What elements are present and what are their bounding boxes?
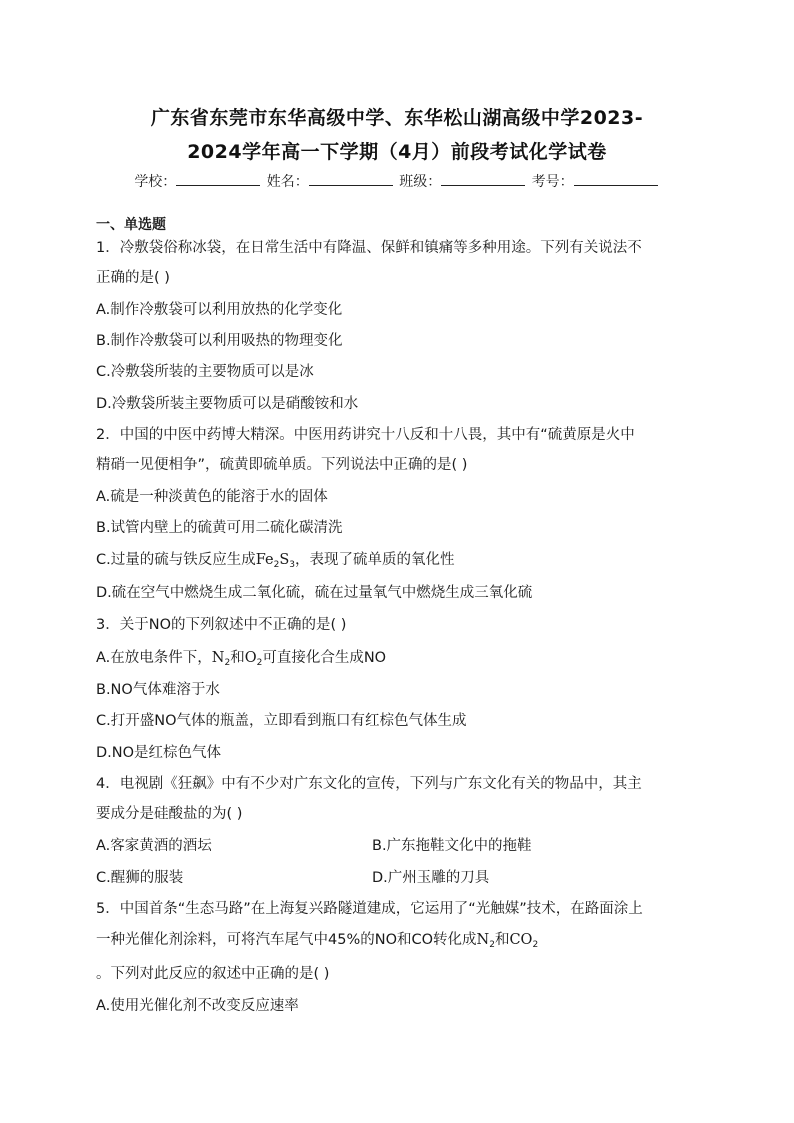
q3-option-b: B.NO气体难溶于水: [96, 682, 220, 698]
class-blank[interactable]: [441, 172, 525, 186]
name-label: 姓名：: [266, 174, 309, 190]
q5-formula-co: CO: [509, 932, 533, 948]
q2-option-c-suffix: ，表现了硫单质的氧化性: [295, 552, 455, 568]
q5-stem-line-1: 5．中国首条“生态马路”在上海复兴路隧道建成，它运用了“光触媒”技术，在路面涂上: [96, 901, 643, 917]
q4-option-c: C.醒狮的服装: [96, 870, 184, 886]
q4-option-d: D.广州玉雕的刀具: [372, 870, 490, 886]
q1-option-a: A.制作冷敷袋可以利用放热的化学变化: [96, 302, 343, 318]
q1-stem-line-2: 正确的是( ): [96, 270, 170, 286]
exam-title-line-2: 2024学年高一下学期（4月）前段考试化学试卷: [187, 141, 607, 163]
q4-stem-line-2: 要成分是硅酸盐的为( ): [96, 806, 243, 822]
q3-formula-n-sub: 2: [224, 658, 231, 668]
q1-stem-line-1: 1．冷敷袋俗称冰袋，在日常生活中有降温、保鲜和镇痛等多种用途。下列有关说法不: [96, 240, 642, 256]
q3-and: 和: [230, 650, 245, 666]
q5-stem-line-2-text: 一种光催化剂涂料，可将汽车尾气中45%的NO和CO转化成: [96, 932, 477, 948]
name-blank[interactable]: [309, 172, 393, 186]
q2-option-b: B.试管内壁上的硫黄可用二硫化碳清洗: [96, 520, 343, 536]
q3-stem: 3．关于NO的下列叙述中不正确的是( ): [96, 617, 347, 633]
q4-option-a: A.客家黄酒的酒坛: [96, 838, 212, 854]
q2-option-d: D.硫在空气中燃烧生成二氧化硫，硫在过量氧气中燃烧生成三氧化硫: [96, 585, 533, 601]
q2-option-c-prefix: C.过量的硫与铁反应生成: [96, 552, 256, 568]
exam-number-label: 考号：: [531, 174, 574, 190]
q4-option-b: B.广东拖鞋文化中的拖鞋: [372, 838, 532, 854]
q3-option-d: D.NO是红棕色气体: [96, 745, 222, 761]
q2-formula-sub-2: 2: [273, 560, 280, 570]
q2-formula-fe: Fe: [255, 552, 274, 568]
q3-formula-o-sub: 2: [256, 658, 263, 668]
q5-formula-n-sub: 2: [489, 940, 495, 950]
q3-option-a: [96, 648, 706, 668]
q5-option-a: A.使用光催化剂不改变反应速率: [96, 998, 299, 1014]
q1-option-b: B.制作冷敷袋可以利用吸热的物理变化: [96, 333, 343, 349]
q5-formula-n: N: [476, 932, 490, 948]
q3-formula-n: N: [211, 650, 225, 666]
section-title: 一、单选题: [96, 217, 166, 233]
q3-option-a-suffix: 可直接化合生成NO: [262, 650, 387, 666]
q5-formula-co-sub: 2: [532, 940, 539, 950]
q3-option-c: C.打开盛NO气体的瓶盖，立即看到瓶口有红棕色气体生成: [96, 713, 467, 729]
q5-stem-line-3: 。下列对此反应的叙述中正确的是( ): [96, 966, 330, 982]
school-label: 学校：: [134, 174, 177, 190]
q5-and: 和: [494, 932, 510, 948]
q2-stem-line-2: 精硝一见便相争”，硫黄即硫单质。下列说法中正确的是( ): [96, 457, 468, 473]
q1-option-c: C.冷敷袋所装的主要物质可以是冰: [96, 364, 314, 380]
q2-option-c: [96, 550, 706, 570]
class-label: 班级：: [399, 174, 442, 190]
q2-option-a: A.硫是一种淡黄色的能溶于水的固体: [96, 489, 328, 505]
q5-stem-line-2: [96, 930, 706, 950]
exam-number-blank[interactable]: [574, 172, 658, 186]
q1-option-d: D.冷敷袋所装主要物质可以是硝酸铵和水: [96, 396, 359, 412]
q4-stem-line-1: 4．电视剧《狂飙》中有不少对广东文化的宣传，下列与广东文化有关的物品中，其主: [96, 776, 642, 792]
q2-formula-s: S: [279, 552, 290, 568]
q3-option-a-prefix: A.在放电条件下，: [96, 650, 212, 666]
school-blank[interactable]: [176, 172, 260, 186]
q2-stem-line-1: 2．中国的中医中药博大精深。中医用药讲究十八反和十八畏，其中有“硫黄原是火中: [96, 427, 635, 443]
q2-formula-sub-3: 3: [289, 560, 295, 570]
exam-title-line-1: 广东省东莞市东华高级中学、东华松山湖高级中学2023-: [150, 107, 644, 129]
student-info-line: [0, 171, 794, 191]
q3-formula-o: O: [244, 650, 257, 666]
